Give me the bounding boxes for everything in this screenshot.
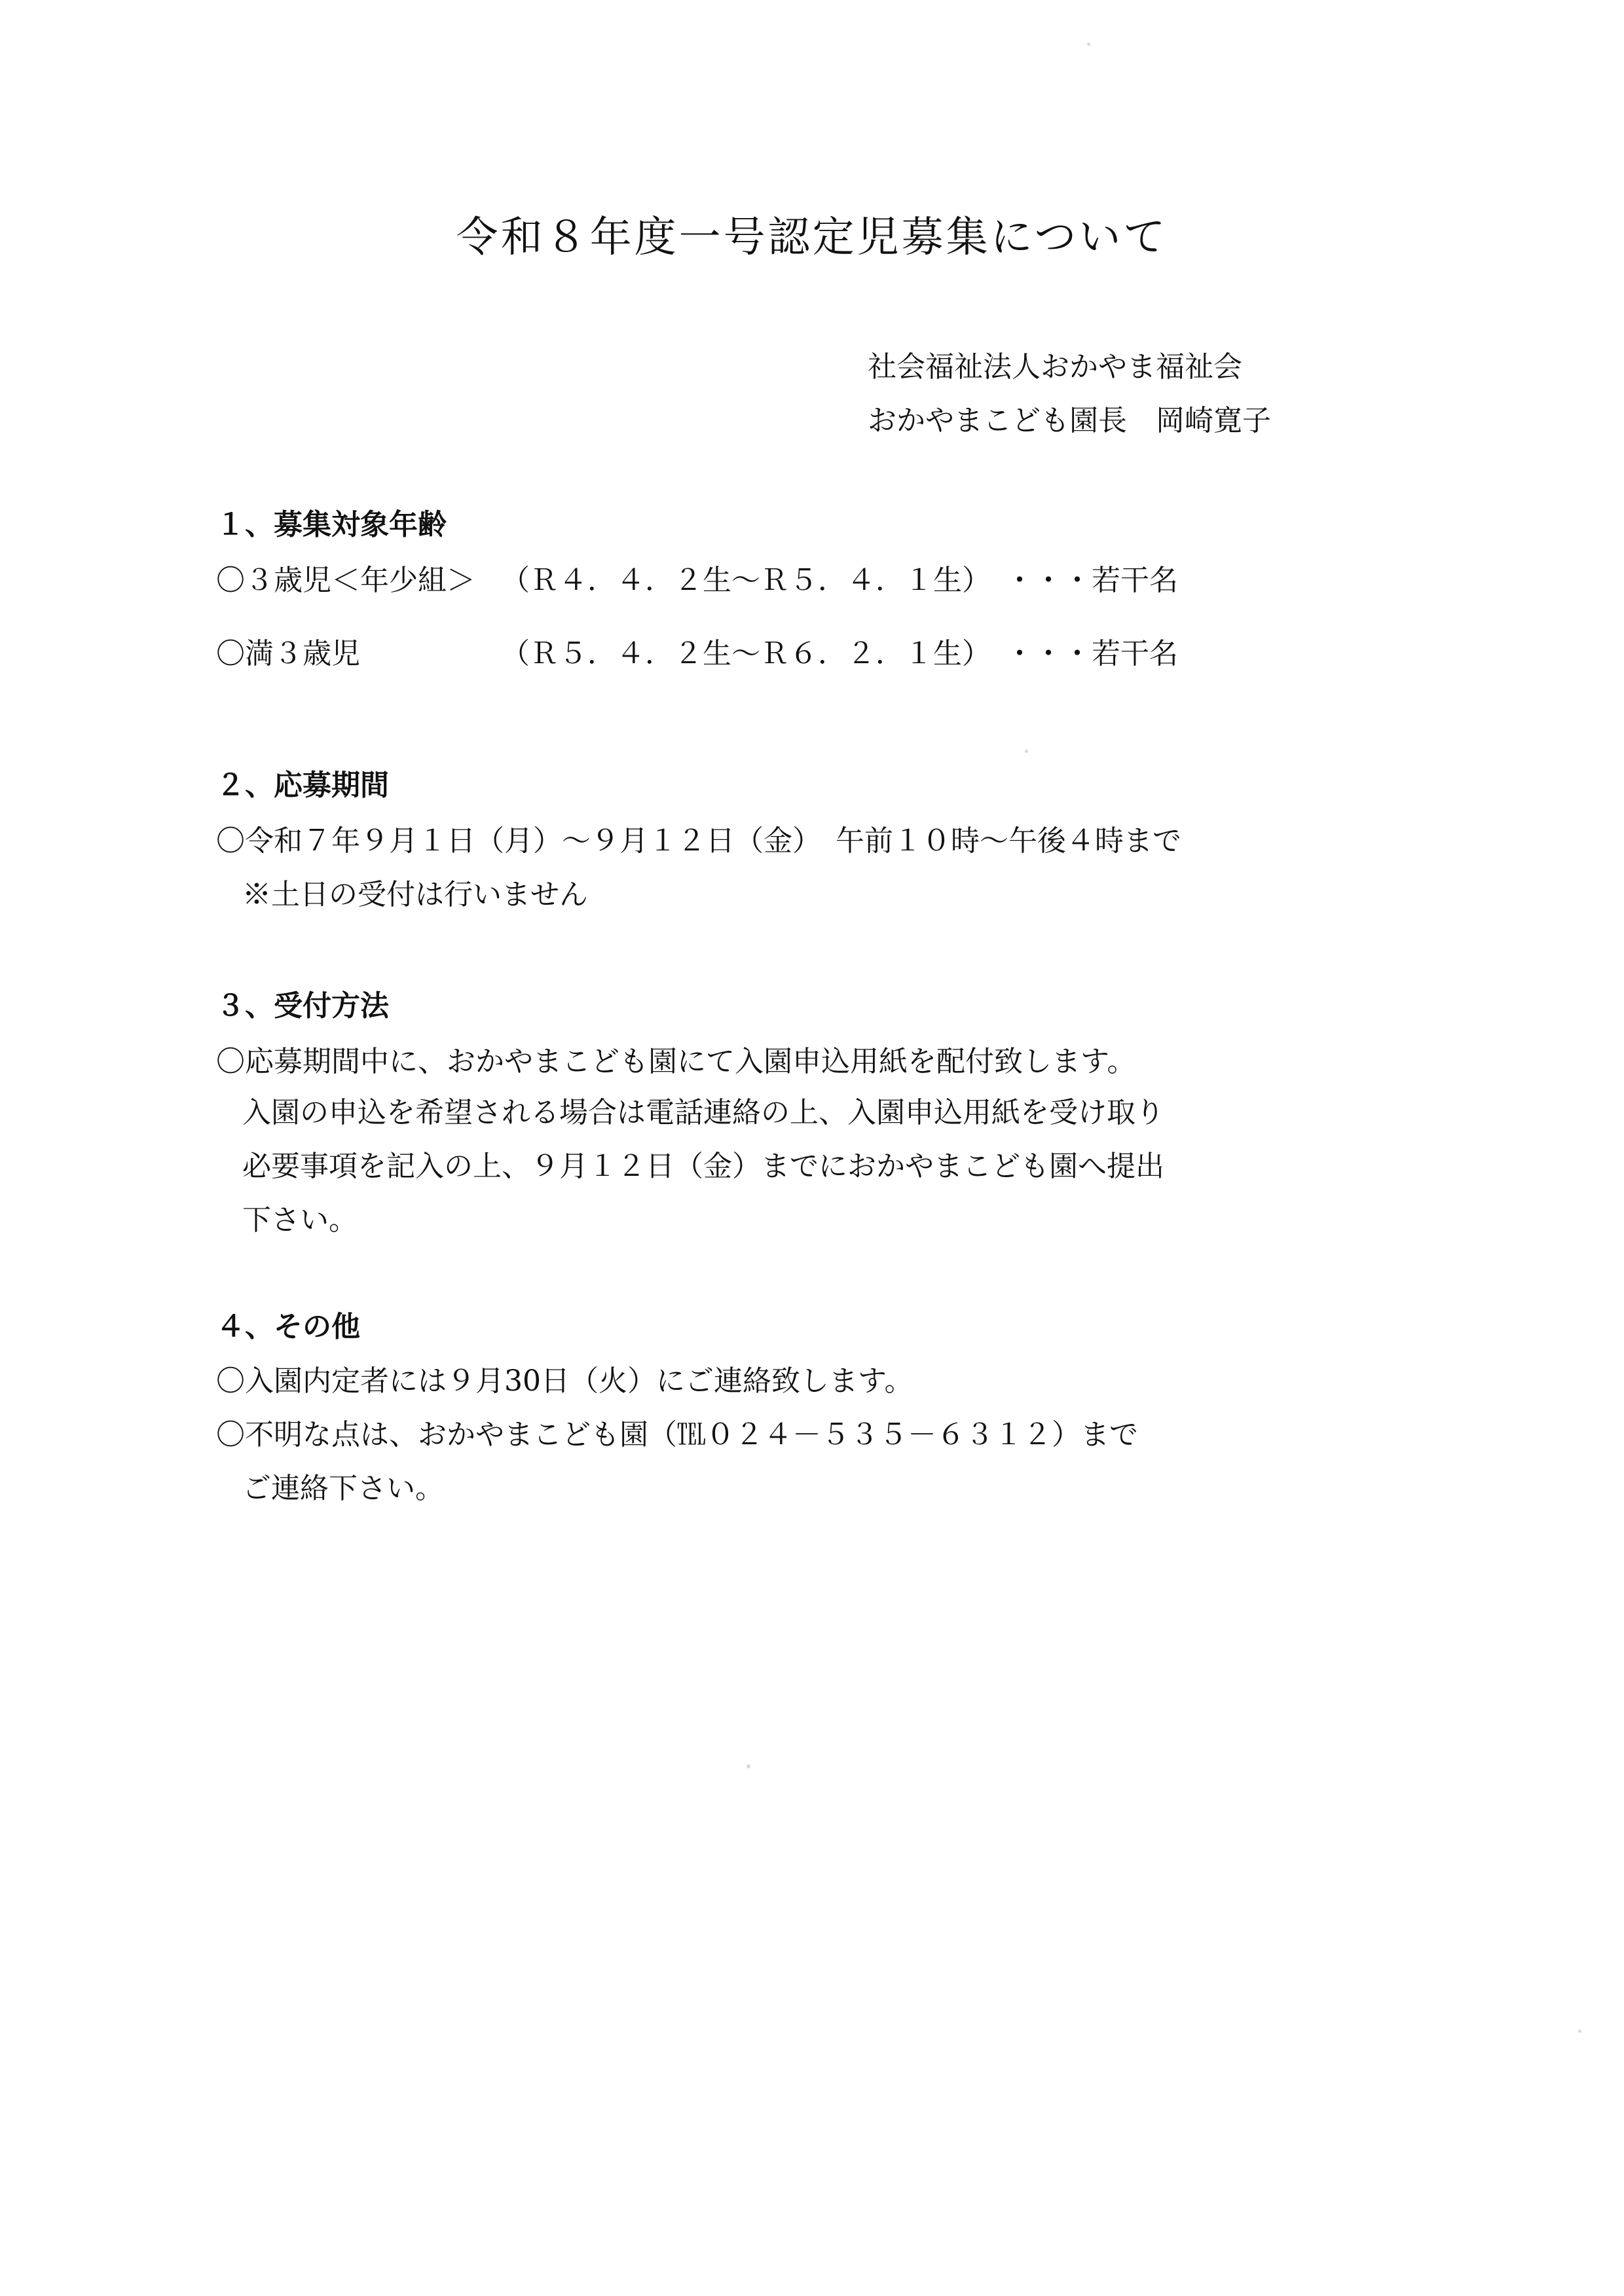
scan-speck [1578, 2030, 1581, 2033]
scan-speck [1087, 43, 1090, 46]
method-line: 必要事項を記入の上、９月１２日（金）までにおかやまこども園へ提出 [242, 1150, 1164, 1183]
age-row-period: （Ｒ４．４．２生～Ｒ５．４．１生） ・・・若干名 [501, 564, 1178, 597]
method-line: 〇応募期間中に、おかやまこども園にて入園申込用紙を配付致します。 [216, 1045, 1136, 1078]
section-heading-other: ４、その他 [216, 1310, 360, 1343]
organization-block [868, 340, 1271, 448]
other-line: ご連絡下さい。 [242, 1472, 444, 1505]
period-line: 〇令和７年９月１日（月）～９月１２日（金） 午前１０時～午後４時まで [216, 824, 1181, 858]
scan-speck [747, 1764, 750, 1768]
director-name: おかやまこども園長 岡崎寛子 [868, 404, 1271, 437]
section-heading-method: ３、受付方法 [216, 989, 389, 1023]
document-title: 令和８年度一号認定児募集について [456, 213, 1168, 262]
corporation-name: 社会福祉法人おかやま福祉会 [868, 350, 1242, 384]
method-line: 入園の申込を希望される場合は電話連絡の上、入園申込用紙を受け取り [242, 1096, 1164, 1129]
section-heading-period: ２、応募期間 [216, 769, 389, 802]
scan-speck [1025, 750, 1028, 753]
age-row-label: 〇満３歳児 [216, 637, 360, 670]
other-line: 〇不明な点は、おかやまこども園（℡０２４－５３５－６３１２）まで [216, 1418, 1138, 1451]
method-line: 下さい。 [242, 1203, 358, 1237]
age-row-label: 〇３歳児＜年少組＞ [216, 564, 475, 597]
other-line: 〇入園内定者には９月30日（火）にご連絡致します。 [216, 1364, 913, 1398]
period-note: ※土日の受付は行いません [242, 878, 588, 911]
age-row-period: （Ｒ５．４．２生～Ｒ６．２．１生） ・・・若干名 [501, 637, 1178, 670]
section-heading-age: １、募集対象年齢 [216, 508, 447, 541]
